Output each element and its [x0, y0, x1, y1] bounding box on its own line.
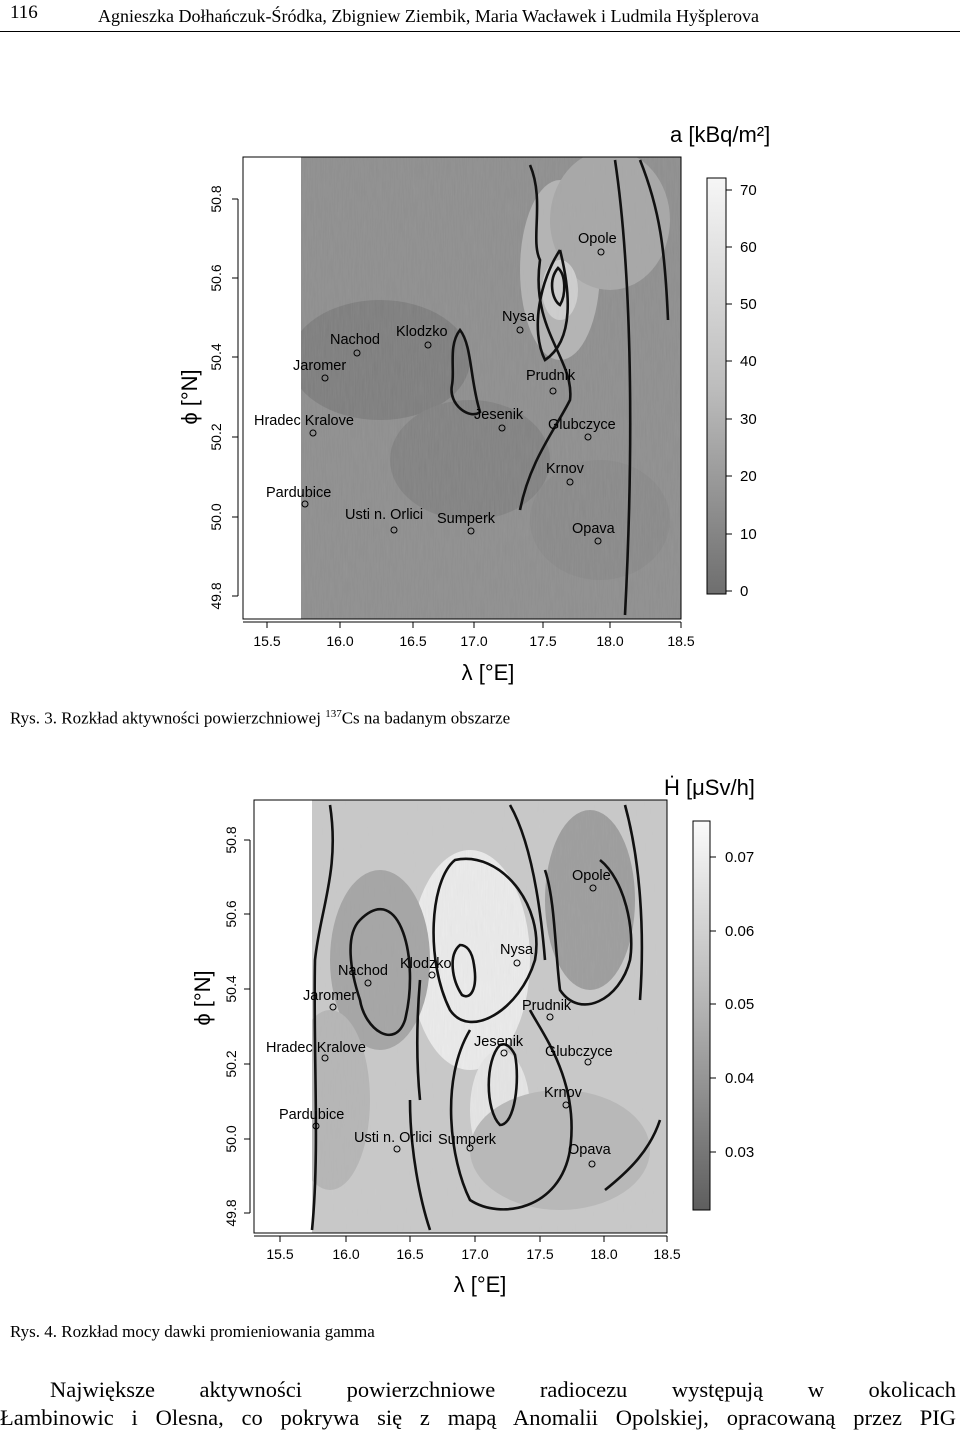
- x-tick-label: 16.5: [396, 1246, 424, 1262]
- svg-text:Nysa: Nysa: [502, 309, 536, 325]
- running-header-authors: Agnieszka Dołhańczuk-Śródka, Zbigniew Ziembik, Maria Wacławek i Ludmila Hyšplerova: [98, 6, 760, 26]
- legend-tick: 0.04: [725, 1070, 755, 1087]
- y-tick-label: 50.8: [208, 185, 224, 213]
- y-tick-label: 50.4: [223, 975, 239, 1003]
- y-tick-label: 50.0: [223, 1125, 239, 1153]
- legend-tick: 10: [740, 526, 757, 543]
- x-tick-label: 16.0: [326, 633, 354, 649]
- y-tick-label: 50.2: [208, 423, 224, 451]
- legend-tick: 0.03: [725, 1144, 755, 1161]
- legend-title: Ḣ [μSv/h]: [664, 775, 755, 800]
- legend-tick: 30: [740, 411, 757, 428]
- svg-text:Krnov: Krnov: [544, 1085, 582, 1101]
- legend-tick: 20: [740, 468, 757, 485]
- body-paragraph-line-1: Największe aktywności powierzchniowe radiocezu występują w okolicach: [50, 1377, 956, 1402]
- y-tick-label: 50.0: [208, 503, 224, 531]
- svg-text:Jesenik: Jesenik: [474, 1034, 524, 1050]
- svg-text:Klodzko: Klodzko: [400, 956, 452, 972]
- y-tick-label: 50.4: [208, 343, 224, 371]
- svg-text:Usti n. Orlici: Usti n. Orlici: [345, 507, 424, 523]
- svg-text:Krnov: Krnov: [546, 461, 584, 477]
- x-tick-label: 17.5: [526, 1246, 554, 1262]
- svg-text:Prudnik: Prudnik: [522, 998, 572, 1014]
- map-surface: [243, 150, 681, 619]
- svg-text:Pardubice: Pardubice: [266, 485, 332, 501]
- svg-text:Opole: Opole: [572, 868, 611, 884]
- svg-text:Jaromer: Jaromer: [303, 988, 357, 1004]
- x-tick-label: 17.5: [529, 633, 557, 649]
- x-tick-label: 18.0: [596, 633, 624, 649]
- svg-text:Sumperk: Sumperk: [438, 1132, 497, 1148]
- x-tick-label: 17.0: [460, 633, 488, 649]
- y-tick-label: 50.6: [223, 900, 239, 928]
- svg-text:Nachod: Nachod: [338, 963, 388, 979]
- svg-text:Sumperk: Sumperk: [437, 511, 496, 527]
- svg-text:Glubczyce: Glubczyce: [548, 417, 616, 433]
- x-tick-label: 16.5: [399, 633, 427, 649]
- svg-text:Hradec Kralove: Hradec Kralove: [254, 413, 354, 429]
- y-tick-label: 49.8: [223, 1199, 239, 1227]
- figure-4-caption: Rys. 4. Rozkład mocy dawki promieniowania gamma: [10, 1322, 375, 1341]
- figure-3-cs137-map: [0, 110, 960, 690]
- x-axis-label: λ [°E]: [461, 660, 515, 685]
- svg-text:Opava: Opava: [572, 521, 615, 537]
- header-rule: [0, 31, 960, 32]
- legend-tick: 0.05: [725, 996, 755, 1013]
- x-tick-label: 15.5: [266, 1246, 294, 1262]
- y-tick-label: 49.8: [208, 582, 224, 610]
- x-tick-label: 15.5: [253, 633, 281, 649]
- svg-text:Prudnik: Prudnik: [526, 368, 576, 384]
- x-tick-label: 18.0: [590, 1246, 618, 1262]
- legend-tick: 0.06: [725, 923, 755, 940]
- x-tick-label: 16.0: [332, 1246, 360, 1262]
- legend-tick: 60: [740, 239, 757, 256]
- svg-text:Jesenik: Jesenik: [474, 407, 524, 423]
- svg-text:Glubczyce: Glubczyce: [545, 1044, 613, 1060]
- x-tick-label: 18.5: [653, 1246, 681, 1262]
- svg-text:Jaromer: Jaromer: [293, 358, 347, 374]
- svg-text:Opole: Opole: [578, 231, 617, 247]
- y-tick-label: 50.6: [208, 264, 224, 292]
- legend-title: a [kBq/m²]: [670, 122, 771, 147]
- y-axis-label: ϕ [°N]: [190, 970, 215, 1026]
- legend-tick: 0.07: [725, 849, 755, 866]
- x-axis-label: λ [°E]: [453, 1272, 507, 1297]
- svg-text:Klodzko: Klodzko: [396, 324, 448, 340]
- legend-tick: 40: [740, 353, 757, 370]
- legend-colorbar: [693, 821, 710, 1210]
- svg-text:Opava: Opava: [568, 1142, 611, 1158]
- y-axis-label: ϕ [°N]: [177, 369, 202, 425]
- svg-text:Pardubice: Pardubice: [279, 1107, 345, 1123]
- svg-text:Usti n. Orlici: Usti n. Orlici: [354, 1130, 433, 1146]
- body-paragraph-line-2: Łambinowic i Olesna, co pokrywa się z mapą Anomalii Opolskiej, opracowaną przez PIG: [0, 1405, 956, 1430]
- x-tick-label: 18.5: [667, 633, 695, 649]
- svg-text:Hradec Kralove: Hradec Kralove: [266, 1040, 366, 1056]
- legend-tick: 70: [740, 182, 757, 199]
- legend-tick: 0: [740, 583, 749, 600]
- figure-4-dose-rate-map: [0, 765, 960, 1305]
- legend-colorbar: [707, 178, 726, 594]
- x-tick-label: 17.0: [461, 1246, 489, 1262]
- svg-text:Nachod: Nachod: [330, 332, 380, 348]
- y-tick-label: 50.2: [223, 1050, 239, 1078]
- figure-3-caption: Rys. 3. Rozkład aktywności powierzchniowej $^{137}$Cs na badanym obszarze: [10, 708, 511, 728]
- svg-text:Nysa: Nysa: [500, 942, 534, 958]
- legend-tick: 50: [740, 296, 757, 313]
- page-number: 116: [10, 2, 38, 23]
- y-tick-label: 50.8: [223, 826, 239, 854]
